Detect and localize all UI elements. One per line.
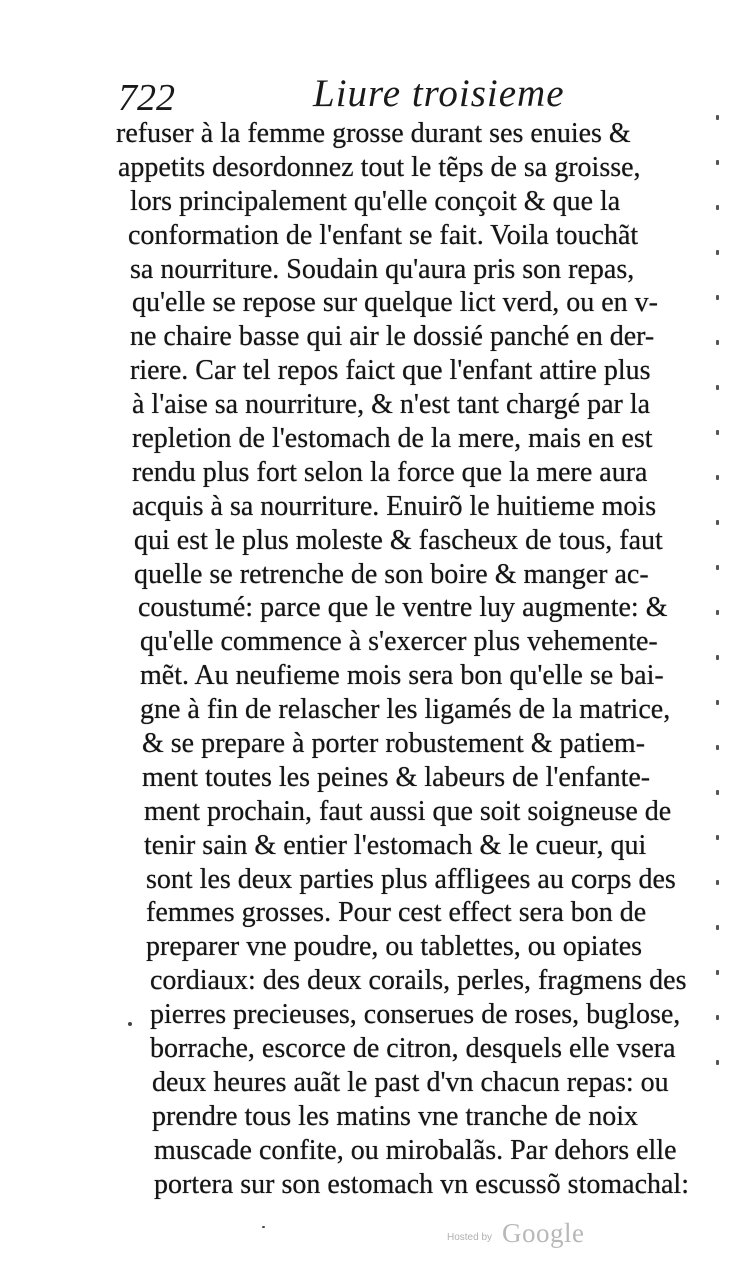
text-line: cordiaux: des deux corails, perles, fragmens des [150,965,687,997]
text-line: refuser à la femme grosse durant ses enuies & [116,118,631,149]
body-text [110,117,720,1202]
text-line: borrache, escorce de citron, desquels elle vsera [150,1033,676,1065]
edge-mark [716,700,719,705]
page-number: 722 [118,77,175,119]
google-logo: Google [502,1218,585,1248]
edge-mark [716,925,719,930]
text-line: repletion de l'estomach de la mere, mais en est [132,423,653,455]
text-line: gne à fin de relascher les ligamés de la matrice, [140,694,671,726]
text-line: lors principalement qu'elle conçoit & que la [130,185,621,217]
edge-mark [716,1015,719,1020]
edge-mark [716,115,719,120]
text-line: à l'aise sa nourriture, & n'est tant chargé par la [132,389,651,421]
edge-mark [716,655,719,660]
edge-mark [716,205,719,210]
edge-mark [716,880,719,885]
edge-mark [716,430,719,435]
text-line: ment toutes les peines & labeurs de l'enfante- [142,761,651,793]
text-line: acquis à sa nourriture. Enuirõ le huitieme mois [132,490,657,522]
text-line: mẽt. Au neufieme mois sera bon qu'elle se bai- [140,660,664,692]
edge-mark [716,520,719,525]
edge-mark [716,340,719,345]
text-line: femmes grosses. Pour cest effect sera bon de [146,897,647,929]
page-edge-marks [712,115,722,1175]
text-line: rendu plus fort selon la force que la mere aura [132,456,648,488]
text-line: tenir sain & entier l'estomach & le cueur, qui [144,829,647,861]
edge-mark [716,385,719,390]
text-line: muscade confite, ou mirobalãs. Par dehors elle [154,1134,677,1166]
edge-mark [716,295,719,300]
watermark-hosted-label: Hosted by [447,1232,493,1243]
text-line: riere. Car tel repos faict que l'enfant attire plus [130,355,651,387]
ink-speck [128,1022,132,1026]
text-line: portera sur son estomach vn escussõ stomachal: [154,1168,689,1200]
text-line: coustumé: parce que le ventre luy augmente: & [138,592,668,624]
edge-mark [716,475,719,480]
text-line: & se prepare à porter robustement & patiem- [142,728,646,760]
ink-speck [262,1226,265,1228]
text-line: ment prochain, faut aussi que soit soigneuse de [144,795,672,827]
text-line: ne chaire basse qui air le dossié panché en der- [130,321,655,353]
text-line: quelle se retrenche de son boire & manger ac- [134,558,649,590]
edge-mark [716,160,719,165]
edge-mark [716,565,719,570]
text-line: qu'elle commence à s'exercer plus vehemente- [140,626,658,658]
text-line: qui est le plus moleste & fascheux de tous, faut [134,524,663,556]
text-line: sont les deux parties plus affligees au corps des [146,863,676,895]
edge-mark [716,970,719,975]
edge-mark [716,250,719,255]
text-line: sa nourriture. Soudain qu'aura pris son repas, [130,253,635,285]
text-line: pierres precieuses, conserues de roses, buglose, [150,999,681,1031]
text-line: qu'elle se repose sur quelque lict verd, ou en v- [132,287,658,319]
text-line: appetits desordonnez tout le tẽps de sa groisse, [118,151,641,183]
edge-mark [716,835,719,840]
text-line: deux heures auãt le past d'vn chacun repas: ou [152,1066,669,1098]
edge-mark [716,610,719,615]
text-line: preparer vne poudre, ou tablettes, ou opiates [146,931,643,963]
edge-mark [716,1060,719,1065]
google-watermark [447,1218,607,1254]
text-line: prendre tous les matins vne tranche de noix [152,1100,638,1132]
edge-mark [716,790,719,795]
edge-mark [716,745,719,750]
text-line: conformation de l'enfant se fait. Voila touchãt [128,219,639,251]
running-title: Liure troisieme [313,72,565,115]
